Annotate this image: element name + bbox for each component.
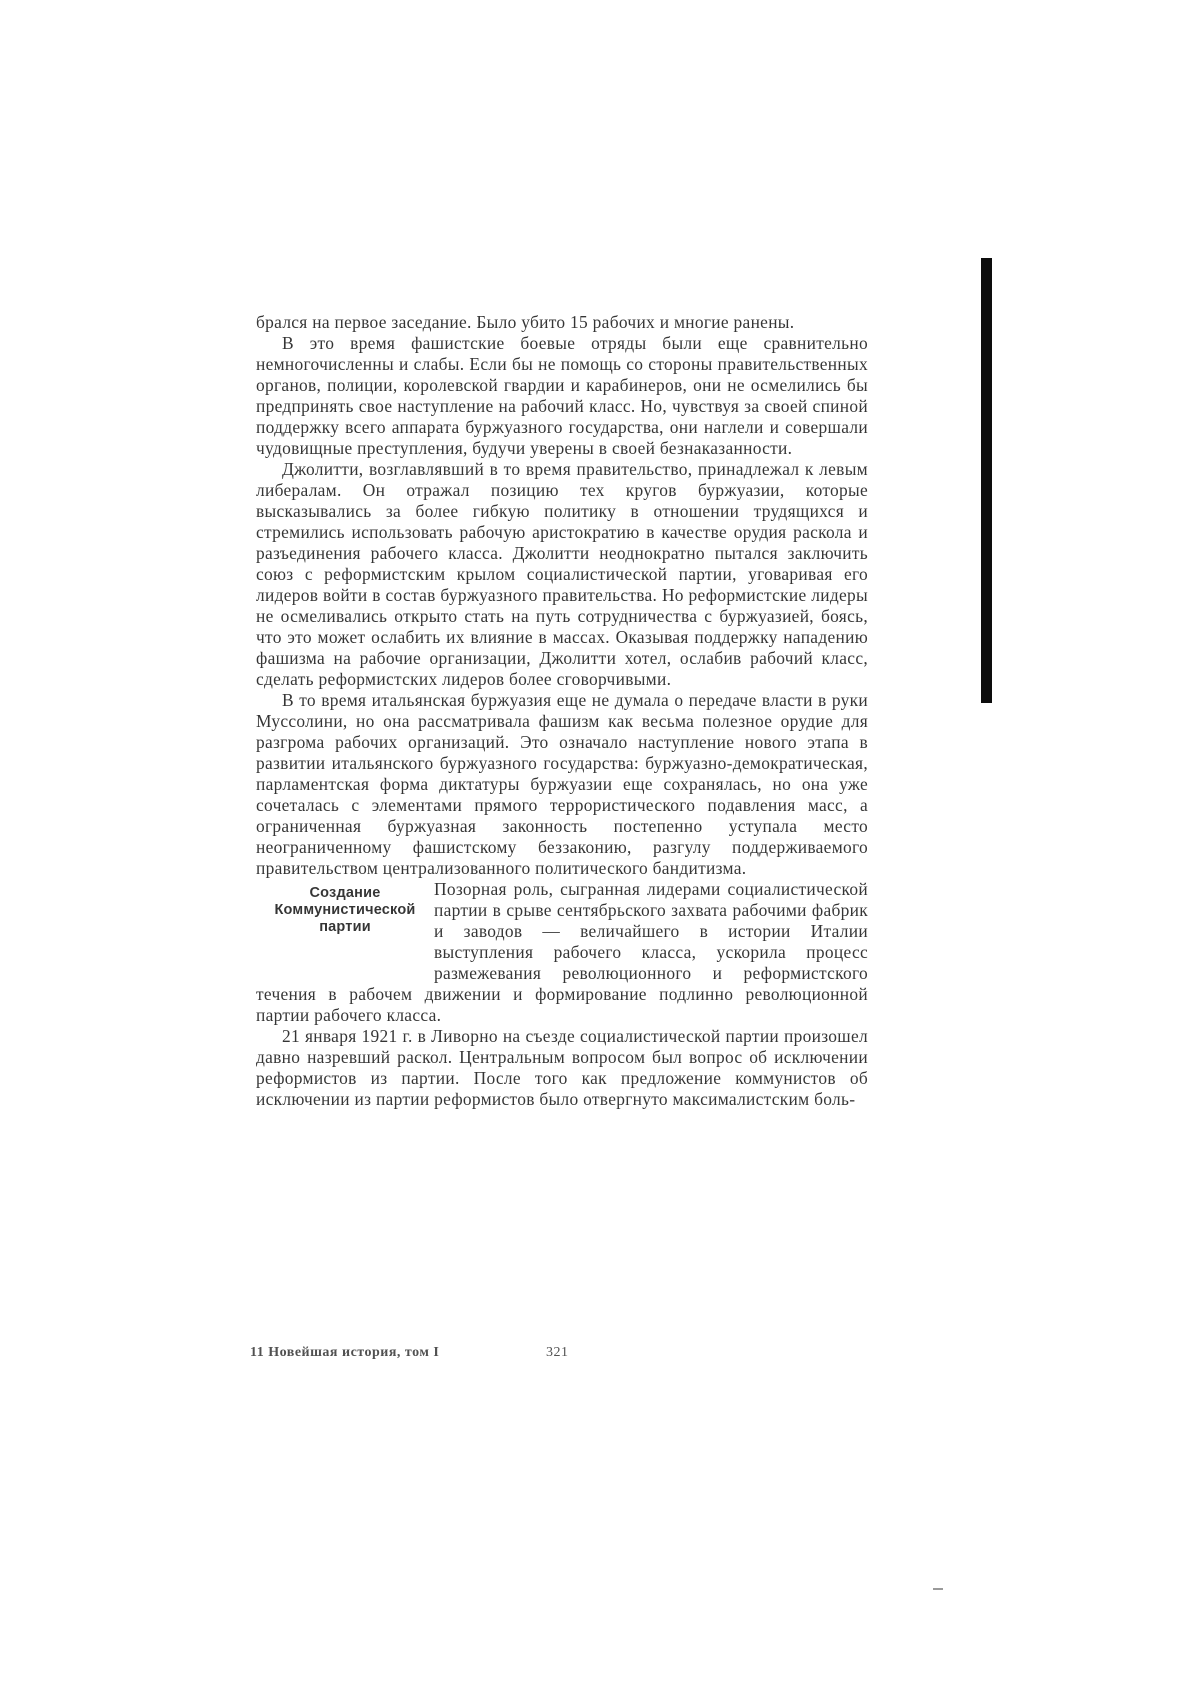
paragraph: брался на первое заседание. Было убито 15 рабочих и многие ранены. [256, 312, 795, 332]
paragraph: Джолитти, возглавлявший в то время правительство, принадлежал к левым либералам. Он отражал позицию тех кругов буржуазии, которые высказывались за более гибкую политику в отношении трудящихся и стремились использовать рабочую аристократию в качестве орудия раскола и разъединения рабочего класса. Джолитти неоднократно пытался заключить союз с реформистским крылом социалистической партии, уговаривая его лидеров войти в состав буржуазного правительства. Но реформистские лидеры не осмеливались открыто стать на путь сотрудничества с буржуазией, боясь, что это может ослабить их влияние в массах. Оказывая поддержку нападению фашизма на рабочие организации, Джолитти хотел, ослабив рабочий класс, сделать реформистских лидеров более сговорчивыми. [256, 459, 868, 689]
side-heading-line: Коммунистической [274, 902, 416, 918]
scan-edge-shadow [981, 258, 992, 703]
paragraph: В это время фашистские боевые отряды были еще сравнительно немногочисленны и слабы. Если бы не помощь со стороны правительственных органов, полиции, королевской гвардии и карабинеров, они не осмелились бы предпринять свое наступление на рабочий класс. Но, чувствуя за своей спиной поддержку всего аппарата буржуазного государства, они наглели и совершали чудовищные преступления, будучи уверены в своей безнаказанности. [256, 333, 868, 458]
side-heading-line: партии [319, 919, 371, 935]
page-number: 321 [546, 1345, 569, 1360]
paragraph: Позорная роль, сыгранная лидерами социалистической партии в срыве сентябрьского захвата рабочими фабрик и заводов — величайшего в истории Италии выступления рабочего класса, ускорила процесс размежевания революционного и реформистского течения в рабочем движении и формирование подлинно революционной партии рабочего класса. [256, 879, 868, 1025]
printer-signature: 11 Новейшая история, том I [250, 1345, 440, 1360]
side-heading [256, 885, 434, 970]
paragraph: В то время итальянская буржуазия еще не думала о передаче власти в руки Муссолини, но она рассматривала фашизм как весьма полезное орудие для разгрома рабочих организаций. Это означало наступление нового этапа в развитии итальянского буржуазного государства: буржуазно-демократическая, парламентская форма диктатуры буржуазии еще сохранялась, но она уже сочеталась с элементами прямого террористического подавления масс, а ограниченная буржуазная законность постепенно уступала место неограниченному фашистскому беззаконию, разгулу поддерживаемого правительством централизованного политического бандитизма. [256, 690, 868, 878]
scan-mark [933, 1588, 943, 1590]
body-text [256, 312, 868, 1110]
paragraph: 21 января 1921 г. в Ливорно на съезде социалистической партии произошел давно назревший раскол. Центральным вопросом был вопрос об исключении реформистов из партии. После того как предложение коммунистов об исключении из партии реформистов было отвергнуто максималистским боль- [256, 1026, 868, 1109]
side-heading-line: Создание [309, 885, 381, 901]
section-communist-party [256, 879, 868, 1026]
